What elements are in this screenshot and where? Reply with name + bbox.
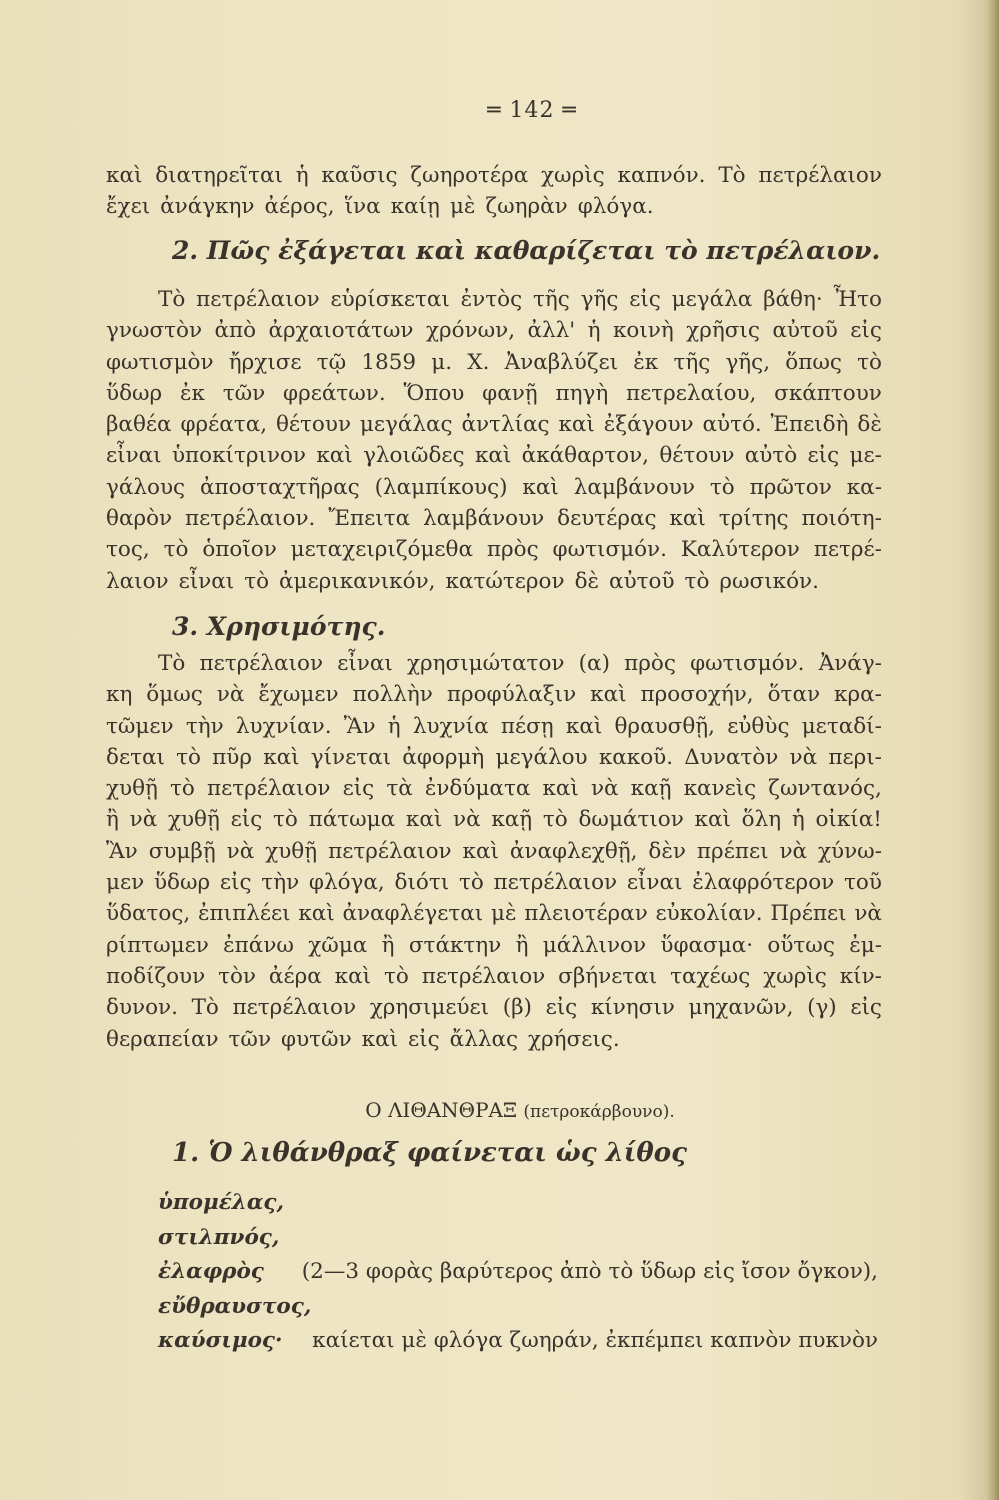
word: εὑρίσκεται (330, 287, 450, 312)
word: ἢ (106, 807, 119, 833)
text-line (106, 930, 882, 961)
word: (γ) (807, 995, 837, 1021)
word: διότι (394, 870, 450, 896)
word: ἀποσταχτῆρας (199, 474, 360, 500)
list-item (158, 1324, 878, 1359)
word: τὴν (185, 713, 224, 739)
extraction-paragraph (106, 284, 882, 597)
word: πέσῃ (500, 713, 554, 739)
word: κίν- (839, 963, 882, 989)
word: τὸ (244, 568, 270, 594)
word: ζωηρὰν (485, 194, 568, 220)
word: γλοιῶδες (363, 443, 465, 469)
word: ἀντλίας (461, 412, 550, 438)
word: Τὸ (718, 163, 746, 188)
word: ἡ (387, 713, 401, 739)
word: αὐτοῦ (609, 568, 675, 594)
word: τὸ (709, 474, 735, 500)
word: τοῦ (843, 870, 882, 896)
word: ταχέως (670, 963, 751, 989)
word: εἰς (342, 776, 375, 802)
text-line (106, 315, 882, 346)
word: καπνόν. (617, 163, 706, 188)
word: ζωηροτέρα (410, 163, 529, 188)
word: ἐντὸς (460, 287, 523, 312)
word: χῶμα (308, 932, 368, 958)
text-line (106, 648, 882, 679)
text-line (106, 836, 882, 867)
word: κρα- (834, 682, 882, 708)
word: πετρέλαιον (199, 651, 324, 676)
word: βαθέα (106, 412, 172, 438)
word: πετρέλαιον (493, 870, 618, 896)
word: με- (849, 443, 882, 469)
property-term: καύσιμος· (158, 1328, 283, 1354)
word: χρῆσις (686, 318, 760, 344)
word: κίνησιν (590, 995, 675, 1021)
page-number: ═ 142 ═ (487, 98, 577, 123)
word: εὐθὺς (727, 713, 790, 739)
word: χρήσεις. (528, 1026, 620, 1052)
word: φωτισμὸν (106, 349, 214, 375)
word: σβήνεται (558, 963, 658, 989)
word: πετρέλαιον (206, 776, 331, 802)
word: νὰ (226, 838, 255, 864)
word: Πρέπει (770, 901, 847, 927)
chapter-title-text: Ο ΛΙΘΑΝΘΡΑΞ (365, 1098, 518, 1122)
list-item (158, 1255, 878, 1290)
word: κανεὶς (683, 776, 757, 802)
word: ἀπὸ (214, 318, 257, 344)
word: οἰκία! (815, 807, 882, 833)
word: ἐμ- (849, 932, 882, 958)
word: αὐτό. (702, 412, 762, 438)
word: λυχνίαν. (235, 713, 332, 739)
word: χρησιμεύει (369, 995, 490, 1021)
word: καὶ (522, 474, 559, 500)
word: πετρέλαιον (196, 287, 320, 312)
word: δωμάτιον (578, 807, 684, 833)
word: καὶ (405, 807, 443, 833)
word: θαρὸν (106, 506, 173, 532)
word: λυχνία (412, 713, 489, 739)
list-item (158, 1221, 878, 1256)
word: τρίτης (718, 506, 789, 532)
text-line (106, 961, 882, 992)
word: εἰς (408, 1026, 440, 1052)
text-line (106, 347, 882, 378)
property-description: (2—3 φορὰς βαρύτερος ἀπὸ τὸ ὕδωρ εἰς ἴσον ὄγκον), (301, 1259, 878, 1285)
word: τὸ (383, 963, 409, 989)
word: οὕτως (767, 932, 835, 958)
word: ἀκάθαρτον, (521, 443, 649, 469)
word: ὅλη (741, 807, 782, 833)
word: καὶ (334, 963, 372, 989)
word: εἶναι (178, 568, 235, 594)
word: μηχανῶν, (688, 995, 794, 1021)
chapter-subtitle: (πετροκάρβουνο). (523, 1102, 675, 1122)
word: κοινὴ (612, 318, 674, 344)
word: τὴν (261, 870, 300, 896)
word: ρωσικόν. (719, 568, 819, 594)
property-term: εὔθραυστος, (158, 1293, 312, 1319)
word: τος, (106, 537, 150, 563)
text-line (106, 773, 882, 804)
word: εἶναι (106, 443, 162, 469)
chapter-title (0, 1098, 999, 1122)
word: ἡ (295, 163, 309, 188)
word: στάκτην (408, 932, 502, 958)
word: πετρέλαιον (232, 995, 357, 1021)
word: ὕδωρ (153, 870, 211, 896)
text-line (106, 804, 882, 835)
word: Τὸ (158, 287, 186, 312)
word: νὰ (854, 901, 882, 927)
word: χυθῇ (106, 776, 158, 802)
word: Δυνατὸν (684, 744, 779, 770)
word: φωτισμόν. (552, 537, 667, 563)
word: καὶ (565, 713, 603, 739)
word: συμβῇ (148, 838, 216, 864)
word: γάλους (106, 474, 186, 500)
word: ἀρχαιοτάτων (268, 318, 414, 344)
word: φλόγα. (577, 194, 654, 220)
word: χωρὶς (763, 963, 827, 989)
word: χυθῇ (167, 807, 220, 833)
word: καὶ (106, 163, 143, 188)
word: τῶν (228, 1026, 272, 1052)
word: πάτωμα (308, 807, 396, 833)
word: κα- (846, 474, 882, 500)
word: ἐλαφρότερον (692, 870, 835, 896)
word: ἀναφλέγεται (342, 901, 484, 927)
word: περι- (828, 744, 882, 770)
word: (α) (578, 651, 610, 676)
word: ἵνα (344, 194, 381, 220)
word: φλόγα, (308, 870, 385, 896)
word: ἀναφλεχθῇ, (509, 838, 638, 864)
word: πετρέλαιον (758, 163, 882, 188)
word: τὸ (163, 537, 189, 563)
word: δευτέρας (557, 506, 657, 532)
word: Ἀνάγ- (818, 651, 882, 676)
word: αὐτοῦ (772, 318, 838, 344)
word: πετρελαίου, (625, 380, 757, 406)
property-description: καίεται μὲ φλόγα ζωηράν, ἐκπέμπει καπνὸν πυκνὸν (312, 1328, 878, 1354)
word: δὲ (574, 568, 600, 594)
word: διατηρεῖται (155, 163, 283, 188)
word: μεγάλου (495, 744, 588, 770)
word: χύνω- (818, 838, 882, 864)
word: νὰ (216, 682, 245, 708)
word: εἰς (545, 995, 578, 1021)
word: κατώτερον (445, 568, 565, 594)
word: ἤρχισε (228, 349, 302, 375)
word: εἰς (850, 318, 882, 344)
word: δὲν (648, 838, 686, 864)
word: μὲ (490, 901, 517, 927)
word: καὶ (462, 838, 499, 864)
text-line (106, 378, 882, 409)
property-term: ἐλαφρὸς (158, 1259, 264, 1285)
text-line (106, 534, 882, 565)
intro-paragraph (106, 160, 882, 223)
word: τῶν (222, 380, 266, 406)
text-line (106, 566, 882, 597)
word: ἐξάγουν (603, 412, 694, 438)
word: γῆς (580, 287, 619, 312)
word: τὸν (218, 963, 257, 989)
word: ἔχωμεν (258, 682, 339, 708)
word: ἐνδύματα (424, 776, 531, 802)
text-line (106, 711, 882, 742)
word: σκάπτουν (774, 380, 882, 406)
word: ἢ (381, 932, 395, 958)
word: φωτισμόν. (690, 651, 805, 676)
word: τὸ (272, 807, 298, 833)
section-heading-extraction: 2. Πῶς ἐξάγεται καὶ καθαρίζεται τὸ πετρέλαιον. (172, 236, 881, 265)
word: θέτουν (275, 412, 352, 438)
word: ἄλλας (449, 1026, 519, 1052)
word: τὰ (386, 776, 413, 802)
word: 1859 (361, 349, 417, 375)
word: ὕδωρ (106, 380, 163, 406)
word: καὶ (263, 744, 300, 770)
word: ὑποκίτρινον (171, 443, 306, 469)
word: λαιον (106, 568, 169, 594)
word: ἀνάγκην (160, 194, 255, 220)
word: Ἂν (106, 838, 138, 864)
word: χρόνων, (425, 318, 516, 344)
word: καὶ (298, 901, 335, 927)
word: νὰ (779, 838, 808, 864)
property-list (158, 1186, 878, 1359)
word: Ὅπου (403, 380, 465, 406)
word: γνωστὸν (106, 318, 203, 344)
word: (β) (502, 995, 532, 1021)
word: κακοῦ. (598, 744, 674, 770)
text-line (106, 160, 882, 191)
word: ἐκ (633, 349, 659, 375)
word: Ἂν (343, 713, 376, 739)
list-item (158, 1186, 878, 1221)
word: φανῇ (482, 380, 538, 406)
word: Τὸ (158, 651, 186, 676)
word: θέτουν (659, 443, 735, 469)
word: Ἀναβλύζει (504, 349, 619, 375)
word: καῇ (491, 807, 533, 833)
word: φρεάτων. (283, 380, 386, 406)
word: μεταχειριζόμεθα (290, 537, 474, 563)
word: νὰ (453, 807, 481, 833)
word: μεταδί- (801, 713, 882, 739)
word: εἰς (219, 870, 252, 896)
word: ἐκ (179, 380, 205, 406)
word: εἰς (629, 287, 661, 312)
word: καὶ (361, 1026, 399, 1052)
section-heading-usefulness: 3. Χρησιμότης. (172, 612, 386, 641)
word: καὶ (316, 443, 353, 469)
word: τὸ (857, 349, 882, 375)
word: πετρέλαιον. (185, 506, 316, 532)
word: ἀμερικανικόν, (279, 568, 436, 594)
word: Καλύτερον (680, 537, 800, 563)
word: ἐπάνω (223, 932, 294, 958)
word: κη (106, 682, 133, 708)
word: εἰς (230, 807, 263, 833)
word: ὅταν (767, 682, 821, 708)
word: καῇ (630, 776, 672, 802)
word: καὶ (542, 776, 579, 802)
word: θραυσθῇ, (614, 713, 715, 739)
word: ἡ (791, 807, 805, 833)
word: ζωντανός, (768, 776, 882, 802)
word: ὅπως (785, 349, 842, 375)
text-line (106, 284, 882, 315)
list-item (158, 1290, 878, 1325)
word: ὕδατος, (106, 901, 191, 927)
word: εἰς (850, 995, 882, 1021)
word: τῷ (316, 349, 347, 375)
word: μὲ (449, 194, 476, 220)
word: λαμβάνουν (573, 474, 695, 500)
word: νὰ (129, 807, 158, 833)
word: τὸ (684, 568, 710, 594)
word: καὶ (669, 506, 706, 532)
word: μάλλινον (542, 932, 647, 958)
word: τῶμεν (106, 713, 174, 739)
word: ἡ (587, 318, 601, 344)
word: βάθη· (763, 287, 823, 312)
word: καὶ (558, 412, 595, 438)
text-line (106, 409, 882, 440)
word: εἶναι (626, 870, 683, 896)
word: νὰ (590, 776, 619, 802)
word: χρησιμώτατον (406, 651, 565, 676)
word: μεγάλας (359, 412, 453, 438)
word: πρέπει (696, 838, 769, 864)
word: ἀέρος, (264, 194, 335, 220)
word: πηγὴ (555, 380, 609, 406)
word: ἀφορμὴ (402, 744, 485, 770)
text-line (106, 472, 882, 503)
text-line (106, 503, 882, 534)
word: πετρέλαιον (421, 963, 546, 989)
word: προσοχήν, (640, 682, 754, 708)
word: ὅμως (146, 682, 203, 708)
word: τὸ (458, 870, 484, 896)
word: τὸ (542, 807, 568, 833)
word: Ἔπειτα (328, 506, 411, 532)
property-term: στιλπνός, (158, 1224, 280, 1250)
word: καὶ (474, 443, 512, 469)
word: μεν (106, 870, 145, 896)
word: εὐκολίαν. (655, 901, 763, 927)
word: πετρέλαιον (328, 838, 452, 864)
word: προφύλαξιν (446, 682, 577, 708)
word: δυνον. (106, 995, 178, 1021)
word: αὐτὸ (744, 443, 798, 469)
text-line (106, 191, 882, 222)
word: Χ. (467, 349, 490, 375)
word: Ἐπειδὴ (770, 412, 849, 438)
word: χυθῇ (265, 838, 318, 864)
word: δεται (106, 744, 165, 770)
word: ποιότη- (801, 506, 882, 532)
section-heading-appearance: 1. Ὁ λιθάνθραξ φαίνεται ὡς λίθος (172, 1138, 687, 1168)
word: γίνεται (310, 744, 392, 770)
word: πρῶτον (749, 474, 832, 500)
word: θεραπείαν (106, 1026, 219, 1052)
word: πρὸς (486, 537, 539, 563)
word: εἶναι (337, 651, 393, 676)
text-line (106, 898, 882, 929)
word: φρέατα, (180, 412, 268, 438)
word: δὲ (857, 412, 882, 438)
word: λαμβάνουν (423, 506, 545, 532)
word: (λαμπίκους) (374, 474, 508, 500)
word: καὶ (590, 682, 627, 708)
word: καίῃ (390, 194, 440, 220)
word: ἔχει (106, 194, 151, 220)
word: Τὸ (191, 995, 219, 1021)
word: εἰς (807, 443, 840, 469)
word: ὁποῖον (202, 537, 277, 563)
word: ποδίζουν (106, 963, 206, 989)
word: χωρὶς (541, 163, 605, 188)
text-line (106, 742, 882, 773)
word: καῦσις (321, 163, 398, 188)
word: φυτῶν (281, 1026, 352, 1052)
word: τὸ (176, 744, 201, 770)
word: πρὸς (624, 651, 676, 676)
word: ἀλλ' (527, 318, 576, 344)
text-line (106, 440, 882, 471)
word: ὕφασμα· (660, 932, 754, 958)
text-line (106, 679, 882, 710)
word: τῆς (532, 287, 570, 312)
text-line (106, 867, 882, 898)
word: πῦρ (212, 744, 252, 770)
word: πετρέ- (813, 537, 882, 563)
word: τῆς (673, 349, 711, 375)
word: ρίπτωμεν (106, 932, 209, 958)
word: ἐπιπλέει (198, 901, 291, 927)
word: ἢ (515, 932, 529, 958)
word: μεγάλα (671, 287, 753, 312)
page-edge (985, 0, 999, 1500)
word: πολλὴν (352, 682, 433, 708)
word: Ἦτο (833, 287, 882, 312)
word: πλειοτέραν (524, 901, 648, 927)
text-line (106, 1024, 882, 1055)
property-term: ὑπομέλας, (158, 1190, 284, 1215)
usefulness-paragraph (106, 648, 882, 1055)
word: νὰ (789, 744, 818, 770)
text-line (106, 992, 882, 1023)
word: τὸ (170, 776, 195, 802)
word: μ. (431, 349, 453, 375)
word: καὶ (694, 807, 731, 833)
word: ἀέρα (268, 963, 322, 989)
word: γῆς, (725, 349, 771, 375)
